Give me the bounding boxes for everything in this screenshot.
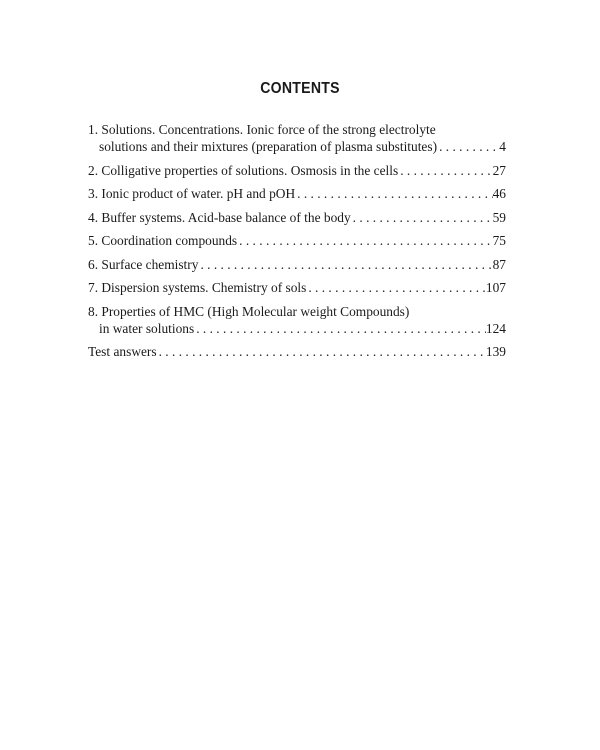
toc-entry-1[interactable]	[88, 121, 506, 155]
dot-leader	[351, 209, 493, 226]
toc-entry-title: 7. Dispersion systems. Chemistry of sols	[88, 280, 307, 295]
toc-entry-line	[88, 303, 506, 320]
toc-entry-line	[88, 209, 506, 226]
toc-entry-6[interactable]	[88, 256, 506, 273]
toc-entry-line	[88, 121, 506, 138]
toc-entry-2[interactable]	[88, 162, 506, 179]
toc-entry-line	[88, 320, 506, 337]
toc-page-number: 87	[492, 256, 506, 272]
toc-entry-line	[88, 232, 506, 249]
toc-entry-8[interactable]	[88, 303, 506, 337]
toc-entry-title: 4. Buffer systems. Acid-base balance of the body	[88, 209, 351, 225]
toc-entry-3[interactable]	[88, 185, 506, 202]
toc-page-number: 75	[492, 233, 506, 248]
dot-leader	[194, 320, 486, 337]
toc-entry-7[interactable]	[88, 279, 506, 296]
page-title: CONTENTS	[260, 80, 340, 97]
toc-entry-title: 5. Coordination compounds	[88, 233, 238, 248]
toc-page-number: 124	[485, 320, 506, 336]
toc-page-number: 4	[499, 139, 506, 154]
dot-leader	[306, 279, 486, 296]
dot-leader	[198, 256, 492, 273]
toc-entry-title: 8. Properties of HMC (High Molecular weight Compounds)	[88, 303, 410, 319]
toc-entry-line	[88, 279, 506, 296]
toc-entry-title: Test answers	[88, 344, 157, 359]
toc-entry-line	[88, 138, 506, 155]
dot-leader	[237, 232, 492, 249]
toc-page-number: 27	[492, 162, 506, 178]
toc-entry-title-continued: solutions and their mixtures (preparation of plasma substitutes)	[99, 139, 438, 154]
toc-entry-title: 1. Solutions. Concentrations. Ionic force of the strong electrolyte	[88, 122, 436, 137]
toc-entry-title: 2. Colligative properties of solutions. Osmosis in the cells	[88, 162, 399, 178]
toc-page-number: 46	[492, 186, 506, 201]
toc-entry-line	[88, 185, 506, 202]
dot-leader	[157, 343, 486, 360]
table-of-contents	[88, 121, 506, 367]
toc-entry-title: 3. Ionic product of water. pH and pOH	[88, 186, 296, 201]
toc-page-number: 139	[485, 344, 506, 359]
toc-entry-4[interactable]	[88, 209, 506, 226]
dot-leader	[437, 138, 499, 155]
toc-entry-line	[88, 162, 506, 179]
toc-entry-title: 6. Surface chemistry	[88, 256, 199, 272]
toc-page-number: 59	[492, 209, 506, 225]
toc-entry-line	[88, 343, 506, 360]
toc-entry-test-answers[interactable]	[88, 343, 506, 360]
toc-entry-5[interactable]	[88, 232, 506, 249]
dot-leader	[295, 185, 492, 202]
toc-entry-title-continued: in water solutions	[99, 320, 195, 336]
toc-entry-line	[88, 256, 506, 273]
dot-leader	[398, 162, 492, 179]
toc-page-number: 107	[485, 280, 506, 295]
